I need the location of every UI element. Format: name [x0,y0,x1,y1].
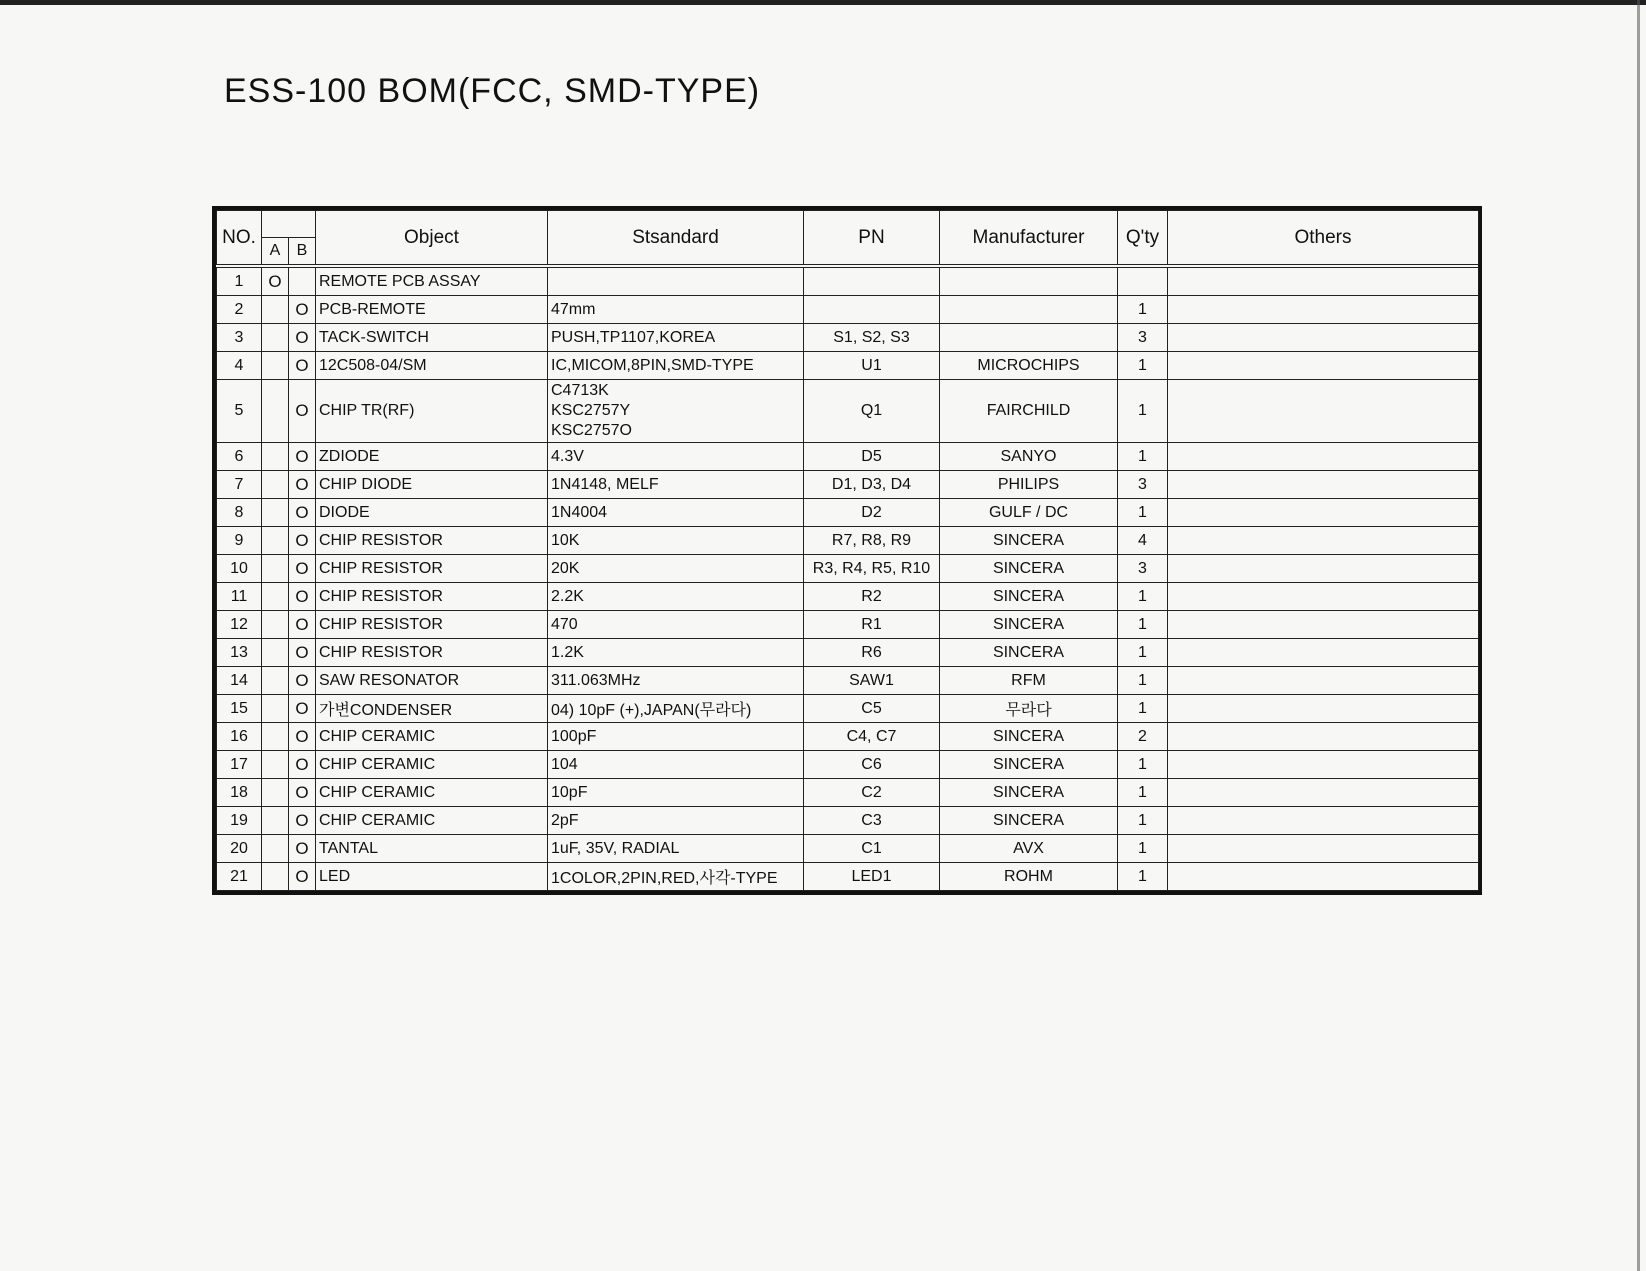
cell-manufacturer: MICROCHIPS [940,352,1118,380]
cell-object: CHIP RESISTOR [316,527,548,555]
table-row [217,695,1479,723]
cell-manufacturer: SINCERA [940,807,1118,835]
cell-standard: 1N4004 [548,499,804,527]
table-row [217,751,1479,779]
cell-standard: 2.2K [548,583,804,611]
table-row [217,611,1479,639]
cell-manufacturer: SINCERA [940,779,1118,807]
cell-standard: 1.2K [548,639,804,667]
cell-pn: C2 [804,779,940,807]
cell-qty: 3 [1118,555,1168,583]
cell-object: CHIP TR(RF) [316,380,548,443]
cell-no: 17 [217,751,262,779]
table-row [217,667,1479,695]
cell-standard: 4.3V [548,443,804,471]
cell-others [1168,751,1479,779]
cell-pn: C1 [804,835,940,863]
cell-b: O [289,863,316,891]
cell-object: SAW RESONATOR [316,667,548,695]
cell-a [262,555,289,583]
cell-others [1168,499,1479,527]
bom-table [216,210,1479,891]
page-right-edge [1637,0,1640,1271]
cell-a [262,639,289,667]
header-no: NO. [217,211,262,267]
cell-qty: 1 [1118,611,1168,639]
cell-pn: D1, D3, D4 [804,471,940,499]
cell-manufacturer: SINCERA [940,751,1118,779]
cell-b: O [289,527,316,555]
cell-manufacturer: FAIRCHILD [940,380,1118,443]
cell-others [1168,807,1479,835]
cell-pn: C3 [804,807,940,835]
cell-standard: 2pF [548,807,804,835]
cell-no: 7 [217,471,262,499]
cell-others [1168,266,1479,296]
cell-qty: 1 [1118,639,1168,667]
cell-b: O [289,443,316,471]
cell-a [262,296,289,324]
cell-no: 6 [217,443,262,471]
cell-pn: D2 [804,499,940,527]
cell-qty: 1 [1118,380,1168,443]
header-others: Others [1168,211,1479,267]
cell-manufacturer: 무라다 [940,695,1118,723]
header-b: B [289,238,316,267]
cell-no: 8 [217,499,262,527]
cell-no: 18 [217,779,262,807]
cell-no: 13 [217,639,262,667]
table-row [217,639,1479,667]
cell-a [262,611,289,639]
cell-b: O [289,807,316,835]
cell-pn: LED1 [804,863,940,891]
cell-object: CHIP CERAMIC [316,807,548,835]
cell-manufacturer: SINCERA [940,527,1118,555]
cell-standard: IC,MICOM,8PIN,SMD-TYPE [548,352,804,380]
cell-pn: R6 [804,639,940,667]
cell-others [1168,443,1479,471]
cell-object: CHIP CERAMIC [316,751,548,779]
cell-a [262,471,289,499]
cell-manufacturer [940,266,1118,296]
cell-others [1168,723,1479,751]
bom-table-body [217,266,1479,891]
table-row [217,296,1479,324]
document-title: ESS-100 BOM(FCC, SMD-TYPE) [224,72,761,110]
cell-no: 12 [217,611,262,639]
standard-line-2: KSC2757Y [551,402,631,419]
table-row [217,779,1479,807]
cell-qty: 1 [1118,807,1168,835]
cell-no: 14 [217,667,262,695]
cell-b [289,266,316,296]
cell-others [1168,324,1479,352]
cell-qty: 1 [1118,779,1168,807]
cell-b: O [289,583,316,611]
cell-qty [1118,266,1168,296]
table-row [217,380,1479,443]
cell-qty: 1 [1118,499,1168,527]
cell-qty: 1 [1118,667,1168,695]
cell-no: 16 [217,723,262,751]
cell-others [1168,695,1479,723]
cell-b: O [289,751,316,779]
table-row [217,723,1479,751]
cell-object: ZDIODE [316,443,548,471]
cell-qty: 1 [1118,583,1168,611]
cell-no: 5 [217,380,262,443]
cell-a [262,723,289,751]
header-qty: Q'ty [1118,211,1168,267]
cell-no: 10 [217,555,262,583]
cell-manufacturer [940,296,1118,324]
cell-a [262,695,289,723]
table-row [217,807,1479,835]
cell-others [1168,555,1479,583]
cell-qty: 4 [1118,527,1168,555]
cell-others [1168,380,1479,443]
cell-pn: C6 [804,751,940,779]
header-a: A [262,238,289,267]
cell-others [1168,611,1479,639]
cell-object: 가변CONDENSER [316,695,548,723]
cell-pn: D5 [804,443,940,471]
cell-no: 2 [217,296,262,324]
cell-manufacturer [940,324,1118,352]
cell-qty: 1 [1118,352,1168,380]
cell-b: O [289,611,316,639]
cell-manufacturer: SINCERA [940,611,1118,639]
cell-manufacturer: RFM [940,667,1118,695]
cell-object: DIODE [316,499,548,527]
table-row [217,835,1479,863]
cell-object: PCB-REMOTE [316,296,548,324]
table-row [217,863,1479,891]
cell-manufacturer: AVX [940,835,1118,863]
cell-pn: U1 [804,352,940,380]
cell-b: O [289,723,316,751]
cell-a [262,380,289,443]
cell-others [1168,471,1479,499]
cell-pn: R7, R8, R9 [804,527,940,555]
cell-standard: 470 [548,611,804,639]
cell-pn: R2 [804,583,940,611]
header-standard: Stsandard [548,211,804,267]
cell-manufacturer: SANYO [940,443,1118,471]
cell-manufacturer: ROHM [940,863,1118,891]
cell-object: REMOTE PCB ASSAY [316,266,548,296]
cell-standard: 311.063MHz [548,667,804,695]
cell-a [262,835,289,863]
table-row [217,583,1479,611]
cell-a: O [262,266,289,296]
cell-object: TANTAL [316,835,548,863]
cell-b: O [289,667,316,695]
cell-b: O [289,695,316,723]
cell-object: CHIP RESISTOR [316,611,548,639]
cell-a [262,527,289,555]
cell-qty: 2 [1118,723,1168,751]
cell-b: O [289,352,316,380]
cell-pn: S1, S2, S3 [804,324,940,352]
cell-qty: 3 [1118,471,1168,499]
cell-qty: 1 [1118,443,1168,471]
cell-qty: 1 [1118,296,1168,324]
cell-a [262,807,289,835]
cell-b: O [289,499,316,527]
cell-pn: R3, R4, R5, R10 [804,555,940,583]
cell-standard: 1N4148, MELF [548,471,804,499]
table-row [217,499,1479,527]
cell-pn: SAW1 [804,667,940,695]
cell-pn: Q1 [804,380,940,443]
cell-qty: 1 [1118,695,1168,723]
cell-qty: 1 [1118,751,1168,779]
cell-b: O [289,296,316,324]
cell-others [1168,779,1479,807]
cell-standard [548,380,804,443]
cell-no: 15 [217,695,262,723]
page-top-border [0,0,1646,5]
cell-a [262,751,289,779]
cell-object: CHIP DIODE [316,471,548,499]
table-row [217,555,1479,583]
cell-manufacturer: GULF / DC [940,499,1118,527]
header-pn: PN [804,211,940,267]
cell-manufacturer: SINCERA [940,555,1118,583]
cell-pn: R1 [804,611,940,639]
cell-standard: 10K [548,527,804,555]
cell-pn [804,266,940,296]
cell-standard: 47mm [548,296,804,324]
cell-b: O [289,779,316,807]
bom-table-header [217,211,1479,267]
cell-standard: PUSH,TP1107,KOREA [548,324,804,352]
cell-object: TACK-SWITCH [316,324,548,352]
cell-manufacturer: SINCERA [940,583,1118,611]
header-object: Object [316,211,548,267]
cell-standard: 104 [548,751,804,779]
cell-object: LED [316,863,548,891]
cell-object: CHIP CERAMIC [316,723,548,751]
cell-qty: 1 [1118,835,1168,863]
cell-a [262,499,289,527]
cell-no: 9 [217,527,262,555]
cell-standard: 10pF [548,779,804,807]
cell-pn: C4, C7 [804,723,940,751]
cell-standard: 1uF, 35V, RADIAL [548,835,804,863]
cell-standard: 100pF [548,723,804,751]
cell-no: 21 [217,863,262,891]
table-row [217,266,1479,296]
cell-object: 12C508-04/SM [316,352,548,380]
cell-qty: 3 [1118,324,1168,352]
cell-others [1168,527,1479,555]
cell-standard: 20K [548,555,804,583]
cell-no: 1 [217,266,262,296]
cell-no: 20 [217,835,262,863]
cell-no: 3 [217,324,262,352]
cell-a [262,667,289,695]
cell-no: 11 [217,583,262,611]
cell-a [262,352,289,380]
cell-others [1168,639,1479,667]
table-row [217,471,1479,499]
table-row [217,443,1479,471]
cell-others [1168,583,1479,611]
cell-b: O [289,324,316,352]
bom-table-frame [212,206,1482,895]
cell-a [262,443,289,471]
cell-manufacturer: SINCERA [940,723,1118,751]
table-row [217,527,1479,555]
cell-others [1168,667,1479,695]
cell-pn [804,296,940,324]
header-ab-group [262,211,316,238]
cell-standard [548,266,804,296]
cell-standard: 1COLOR,2PIN,RED,사각-TYPE [548,863,804,891]
standard-line-1: C4713K [551,382,609,399]
cell-a [262,583,289,611]
cell-b: O [289,555,316,583]
cell-object: CHIP RESISTOR [316,639,548,667]
cell-manufacturer: SINCERA [940,639,1118,667]
cell-no: 19 [217,807,262,835]
cell-b: O [289,835,316,863]
cell-others [1168,835,1479,863]
cell-no: 4 [217,352,262,380]
header-manufacturer: Manufacturer [940,211,1118,267]
cell-b: O [289,471,316,499]
cell-a [262,863,289,891]
cell-object: CHIP CERAMIC [316,779,548,807]
cell-standard: 04) 10pF (+),JAPAN(무라다) [548,695,804,723]
cell-b: O [289,380,316,443]
cell-object: CHIP RESISTOR [316,583,548,611]
cell-a [262,324,289,352]
cell-pn: C5 [804,695,940,723]
cell-b: O [289,639,316,667]
cell-manufacturer: PHILIPS [940,471,1118,499]
cell-others [1168,352,1479,380]
cell-others [1168,296,1479,324]
cell-others [1168,863,1479,891]
cell-a [262,779,289,807]
cell-qty: 1 [1118,863,1168,891]
standard-line-3: KSC2757O [551,422,632,439]
cell-object: CHIP RESISTOR [316,555,548,583]
table-row [217,324,1479,352]
table-row [217,352,1479,380]
